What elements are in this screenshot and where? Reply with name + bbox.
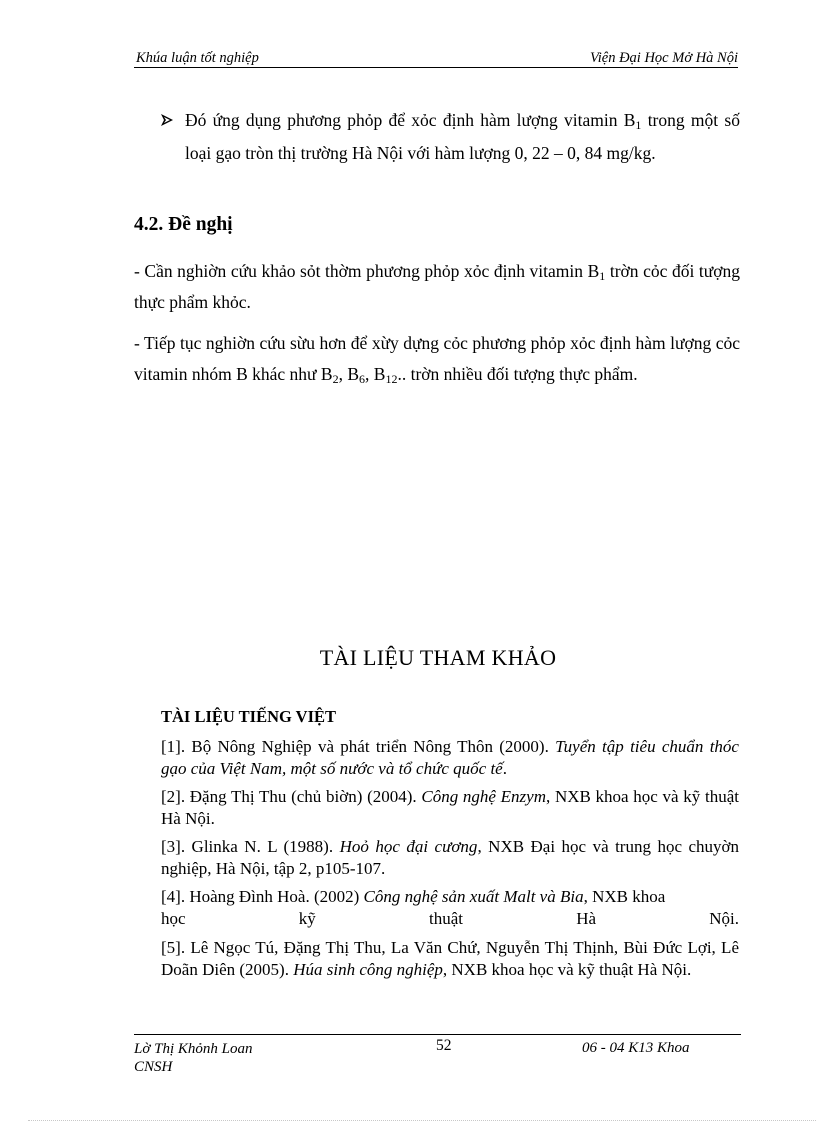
reference-item: [4]. Hoàng Đình Hoà. (2002) Công nghệ sản xuất Malt và Bia, NXB khoa học kỹ thuật Hà Nội. [161, 887, 739, 928]
arrow-bullet-icon [160, 104, 176, 127]
recommendation-paragraph-1: - Cần nghiờn cứu khảo sỏt thờm phương phỏp xỏc định vitamin $B_1$ trờn cỏc đối tượng thực phẩm khỏc. [134, 261, 741, 312]
header-left: Khúa luận tốt nghiệp [136, 50, 259, 66]
header-right: Viện Đại Học Mở Hà Nội [589, 50, 738, 66]
section-title: 4.2. Đề nghị [134, 214, 233, 235]
references-title: TÀI LIỆU THAM KHẢO [319, 645, 557, 670]
recommendation-paragraph-2: - Tiếp tục nghiờn cứu sừu hơn để xừy dựng cỏc phương phỏp xỏc định hàm lượng cỏc vitamin nhóm B khác như $B_2$, $B_6$, $B_{12}$.. trờn nhiều đối tượng thực phẩm. [134, 333, 740, 386]
footer-divider [134, 1034, 741, 1035]
footer-class: 06 - 04 K13 Khoa [582, 1040, 690, 1056]
conclusion-bullet [160, 104, 740, 170]
page-number: 52 [436, 1037, 452, 1054]
footer-author: Lờ Thị Khỏnh Loan CNSH [134, 1041, 253, 1075]
references-subtitle: TÀI LIỆU TIẾNG VIỆT [161, 707, 336, 726]
page-header [134, 49, 738, 68]
reference-item: [3]. Glinka N. L (1988). Hoỏ học đại cương, NXB Đại học và trung học chuyờn nghiệp, Hà Nội, tập 2, p105-107. [161, 837, 739, 878]
reference-item: [2]. Đặng Thị Thu (chủ biờn) (2004). Công nghệ Enzym, NXB khoa học và kỹ thuật Hà Nội. [161, 787, 739, 828]
reference-item: [1]. Bộ Nông Nghiệp và phát triển Nông Thôn (2000). Tuyển tập tiêu chuẩn thóc gạo của Việt Nam, một số nước và tổ chức quốc tế. [161, 737, 739, 778]
reference-item: [5]. Lê Ngọc Tú, Đặng Thị Thu, La Văn Chứ, Nguyễn Thị Thịnh, Bùi Đức Lợi, Lê Doãn Diên (2005). Húa sinh công nghiệp, NXB khoa học và kỹ thuật Hà Nội. [161, 938, 739, 979]
bullet-text: Đó ứng dụng phương phỏp để xỏc định hàm lượng vitamin $B_1$ trong một số loại gạo tròn thị trường Hà Nội với hàm lượng 0, 22 – 0, 84 mg/kg. [185, 110, 740, 163]
page-edge-divider [28, 1120, 816, 1121]
